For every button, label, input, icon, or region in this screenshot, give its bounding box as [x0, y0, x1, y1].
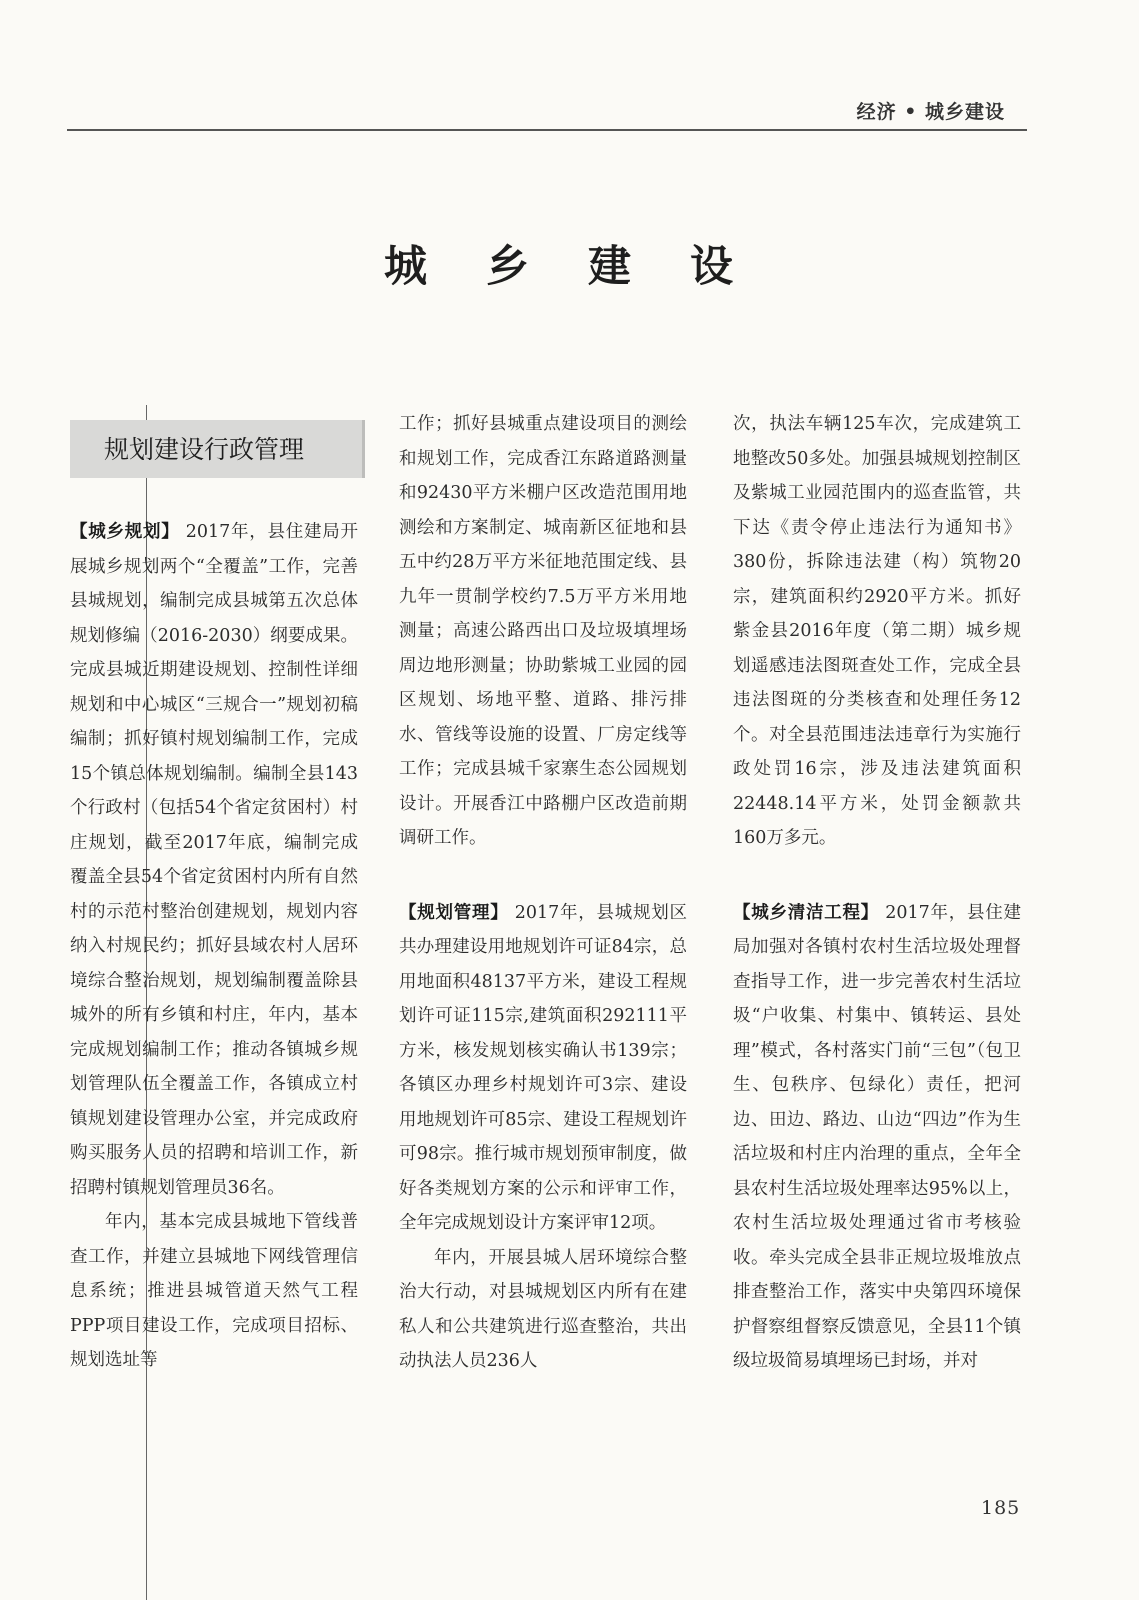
- paragraph-text: 2017年，县城规划区共办理建设用地规划许可证84宗，总用地面积48137平方米，建设工程规划许可证115宗,建筑面积292111平方米，核发规划核实确认书139宗；各镇区办理乡村规划许可3宗、建设用地规划许可85宗、建设工程规划许可98宗。推行城市规划预审制度，做好各类规划方案的公示和评审工作，全年完成规划设计方案评审12项。: [399, 902, 687, 1233]
- header-rule: [67, 129, 1027, 131]
- running-head: 经济 • 城乡建设: [856, 101, 1005, 123]
- paragraph-enforcement: 次，执法车辆125车次，完成建筑工地整改50多处。加强县城规划控制区及紫城工业园范围内的巡查监管，共下达《责令停止违法行为通知书》380份，拆除违法建（构）筑物20宗，建筑面积约2920平方米。抓好紫金县2016年度（第二期）城乡规划遥感违法图斑查处工作，完成全县违法图斑的分类核查和处理任务12个。对全县范围违法违章行为实施行政处罚16宗，涉及违法建筑面积22448.14平方米，处罚金额款共160万多元。: [733, 414, 1021, 848]
- topic-heading: 【规划管理】: [399, 902, 509, 923]
- text-column-1: [70, 515, 358, 1378]
- topic-heading: 【城乡规划】: [70, 522, 180, 542]
- paragraph-gap: [399, 856, 687, 896]
- paragraph-text: 2017年，县住建局加强对各镇村农村生活垃圾处理督查指导工作，进一步完善农村生活垃圾“户收集、村集中、镇转运、县处理”模式，各村落实门前“三包”（包卫生、包秩序、包绿化）责任，把河边、田边、路边、山边“四边”作为生活垃圾和村庄内治理的重点，全年全县农村生活垃圾处理率达95%以上，农村生活垃圾处理通过省市考核验收。牵头完成全县非正规垃圾堆放点排查整治工作，落实中央第四环境保护督察组督察反馈意见，全县11个镇级垃圾简易填埋场已封场，并对: [733, 902, 1021, 1371]
- section-heading: 规划建设行政管理: [104, 435, 305, 464]
- page-title: 城 乡 建 设: [384, 242, 755, 292]
- text-column-3: [733, 407, 1021, 1379]
- paragraph-living-environment: 年内，开展县城人居环境综合整治大行动，对县城规划区内所有在建私人和公共建筑进行巡查整治，共出动执法人员236人: [399, 1247, 687, 1371]
- paragraph-surveying: 工作；抓好县城重点建设项目的测绘和规划工作，完成香江东路道路测量和92430平方米棚户区改造范围用地测绘和方案制定、城南新区征地和县五中约28万平方米征地范围定线、县九年一贯制学校约7.5万平方米用地测量；高速公路西出口及垃圾填埋场周边地形测量；协助紫城工业园的园区规划、场地平整、道路、排污排水、管线等设施的设置、厂房定线等工作；完成县城千家寨生态公园规划设计。开展香江中路棚户区改造前期调研工作。: [399, 414, 687, 848]
- text-column-2: [399, 407, 687, 1379]
- paragraph-underground-pipeline: 年内，基本完成县城地下管线普查工作，并建立县城地下网线管理信息系统；推进县城管道天然气工程PPP项目建设工作，完成项目招标、规划选址等: [70, 1212, 358, 1370]
- topic-heading: 【城乡清洁工程】: [733, 902, 879, 923]
- paragraph-planning-management: [399, 896, 687, 1241]
- paragraph-gap: [733, 856, 1021, 896]
- paragraph-cleaning-project: [733, 896, 1021, 1379]
- page-number: 185: [981, 1497, 1021, 1519]
- paragraph-text: 2017年，县住建局开展城乡规划两个“全覆盖”工作，完善县城规划，编制完成县城第五次总体规划修编（2016-2030）纲要成果。完成县城近期建设规划、控制性详细规划和中心城区“三规合一”规划初稿编制；抓好镇村规划编制工作，完成15个镇总体规划编制。编制全县143个行政村（包括54个省定贫困村）村庄规划，截至2017年底，编制完成覆盖全县54个省定贫困村内所有自然村的示范村整治创建规划，规划内容纳入村规民约；抓好县域农村人居环境综合整治规划，规划编制覆盖除县城外的所有乡镇和村庄，年内，基本完成规划编制工作；推动各镇城乡规划管理队伍全覆盖工作，各镇成立村镇规划建设管理办公室，并完成政府购买服务人员的招聘和培训工作，新招聘村镇规划管理员36名。: [70, 522, 358, 1198]
- paragraph-urban-rural-planning: [70, 515, 358, 1205]
